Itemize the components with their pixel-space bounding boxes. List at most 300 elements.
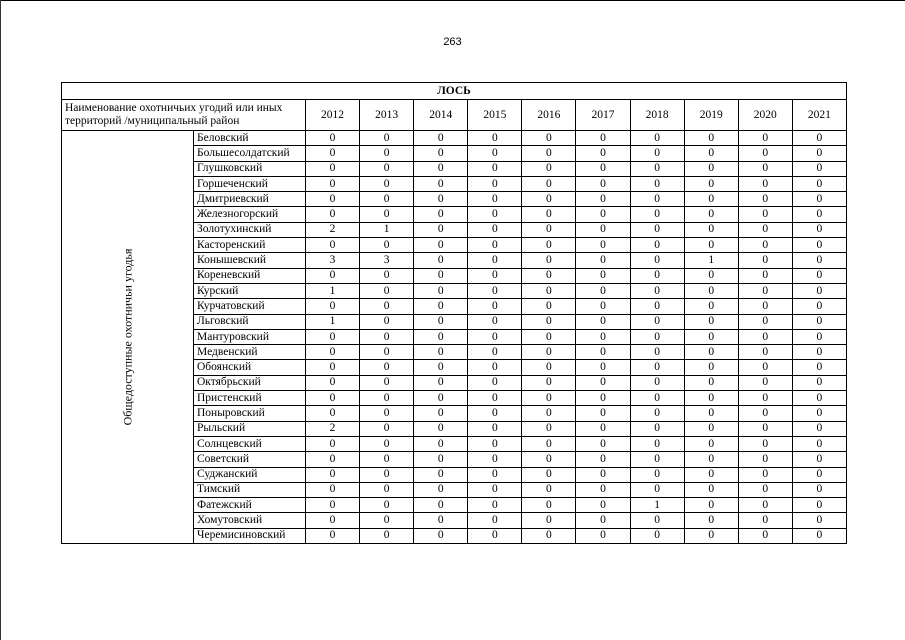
value-cell: 0 <box>684 467 738 482</box>
district-name: Поныровский <box>194 406 306 421</box>
value-cell: 0 <box>792 238 846 253</box>
value-cell: 0 <box>360 192 414 207</box>
value-cell: 0 <box>414 467 468 482</box>
value-cell: 0 <box>522 238 576 253</box>
value-cell: 0 <box>738 161 792 176</box>
value-cell: 0 <box>414 498 468 513</box>
value-cell: 0 <box>522 161 576 176</box>
value-cell: 0 <box>738 436 792 451</box>
value-cell: 0 <box>522 375 576 390</box>
value-cell: 0 <box>522 146 576 161</box>
district-name: Мантуровский <box>194 329 306 344</box>
value-cell: 0 <box>576 375 630 390</box>
table-title: ЛОСЬ <box>62 83 847 100</box>
value-cell: 0 <box>792 528 846 543</box>
value-cell: 0 <box>414 421 468 436</box>
value-cell: 0 <box>576 299 630 314</box>
value-cell: 0 <box>576 360 630 375</box>
value-cell: 3 <box>306 253 360 268</box>
value-cell: 0 <box>468 329 522 344</box>
value-cell: 0 <box>522 253 576 268</box>
value-cell: 0 <box>522 314 576 329</box>
value-cell: 0 <box>360 161 414 176</box>
value-cell: 0 <box>414 283 468 298</box>
value-cell: 0 <box>576 513 630 528</box>
value-cell: 0 <box>468 498 522 513</box>
year-header: 2014 <box>414 100 468 131</box>
value-cell: 0 <box>468 161 522 176</box>
table-row <box>62 131 847 146</box>
district-name: Курчатовский <box>194 299 306 314</box>
district-name: Солнцевский <box>194 436 306 451</box>
value-cell: 0 <box>684 360 738 375</box>
value-cell: 0 <box>414 436 468 451</box>
year-header: 2018 <box>630 100 684 131</box>
value-cell: 0 <box>522 452 576 467</box>
value-cell: 0 <box>576 222 630 237</box>
value-cell: 0 <box>738 452 792 467</box>
value-cell: 0 <box>522 436 576 451</box>
year-header: 2012 <box>306 100 360 131</box>
district-name: Дмитриевский <box>194 192 306 207</box>
value-cell: 0 <box>360 329 414 344</box>
value-cell: 0 <box>522 391 576 406</box>
value-cell: 0 <box>738 146 792 161</box>
value-cell: 0 <box>360 528 414 543</box>
value-cell: 0 <box>684 146 738 161</box>
value-cell: 0 <box>360 452 414 467</box>
value-cell: 0 <box>684 513 738 528</box>
value-cell: 0 <box>306 360 360 375</box>
value-cell: 0 <box>468 421 522 436</box>
value-cell: 0 <box>792 176 846 191</box>
value-cell: 0 <box>630 406 684 421</box>
value-cell: 0 <box>630 513 684 528</box>
value-cell: 0 <box>414 452 468 467</box>
value-cell: 0 <box>684 498 738 513</box>
value-cell: 0 <box>414 238 468 253</box>
value-cell: 0 <box>630 253 684 268</box>
value-cell: 0 <box>684 238 738 253</box>
value-cell: 0 <box>738 360 792 375</box>
value-cell: 0 <box>468 528 522 543</box>
value-cell: 0 <box>360 391 414 406</box>
value-cell: 0 <box>738 329 792 344</box>
value-cell: 0 <box>414 391 468 406</box>
value-cell: 0 <box>576 498 630 513</box>
value-cell: 0 <box>792 406 846 421</box>
year-header: 2020 <box>738 100 792 131</box>
value-cell: 0 <box>738 253 792 268</box>
value-cell: 0 <box>360 345 414 360</box>
district-name: Железногорский <box>194 207 306 222</box>
page-number: 263 <box>443 36 462 48</box>
district-name: Курский <box>194 283 306 298</box>
value-cell: 0 <box>522 528 576 543</box>
value-cell: 0 <box>576 161 630 176</box>
value-cell: 0 <box>792 375 846 390</box>
value-cell: 0 <box>630 238 684 253</box>
value-cell: 0 <box>738 238 792 253</box>
value-cell: 0 <box>576 131 630 146</box>
value-cell: 0 <box>360 283 414 298</box>
value-cell: 0 <box>468 146 522 161</box>
value-cell: 0 <box>306 452 360 467</box>
value-cell: 0 <box>630 268 684 283</box>
value-cell: 0 <box>738 391 792 406</box>
table-header-row <box>62 100 847 131</box>
value-cell: 0 <box>522 268 576 283</box>
value-cell: 0 <box>576 268 630 283</box>
value-cell: 0 <box>414 360 468 375</box>
moose-data-table <box>61 82 847 544</box>
value-cell: 0 <box>360 146 414 161</box>
value-cell: 0 <box>306 329 360 344</box>
value-cell: 0 <box>792 329 846 344</box>
value-cell: 1 <box>306 283 360 298</box>
value-cell: 0 <box>630 452 684 467</box>
value-cell: 0 <box>630 146 684 161</box>
value-cell: 0 <box>414 345 468 360</box>
value-cell: 0 <box>414 268 468 283</box>
value-cell: 0 <box>360 482 414 497</box>
value-cell: 0 <box>522 131 576 146</box>
value-cell: 0 <box>738 222 792 237</box>
value-cell: 0 <box>684 268 738 283</box>
table-body <box>62 83 847 544</box>
district-name: Беловский <box>194 131 306 146</box>
value-cell: 0 <box>522 482 576 497</box>
district-name: Тимский <box>194 482 306 497</box>
value-cell: 0 <box>522 283 576 298</box>
value-cell: 0 <box>576 528 630 543</box>
value-cell: 0 <box>792 482 846 497</box>
value-cell: 0 <box>738 176 792 191</box>
value-cell: 0 <box>738 207 792 222</box>
value-cell: 0 <box>630 207 684 222</box>
value-cell: 0 <box>306 391 360 406</box>
district-name: Фатежский <box>194 498 306 513</box>
value-cell: 0 <box>414 482 468 497</box>
year-header: 2016 <box>522 100 576 131</box>
value-cell: 0 <box>684 452 738 467</box>
value-cell: 0 <box>576 482 630 497</box>
value-cell: 0 <box>414 222 468 237</box>
value-cell: 0 <box>684 345 738 360</box>
value-cell: 0 <box>684 329 738 344</box>
value-cell: 0 <box>684 482 738 497</box>
value-cell: 0 <box>684 207 738 222</box>
district-name: Касторенский <box>194 238 306 253</box>
value-cell: 0 <box>576 283 630 298</box>
value-cell: 0 <box>684 436 738 451</box>
district-name: Горшеченский <box>194 176 306 191</box>
value-cell: 0 <box>306 161 360 176</box>
value-cell: 0 <box>468 391 522 406</box>
value-cell: 0 <box>792 207 846 222</box>
value-cell: 0 <box>468 360 522 375</box>
value-cell: 0 <box>306 238 360 253</box>
value-cell: 0 <box>306 406 360 421</box>
value-cell: 0 <box>630 131 684 146</box>
value-cell: 0 <box>738 375 792 390</box>
value-cell: 0 <box>630 375 684 390</box>
value-cell: 0 <box>522 176 576 191</box>
value-cell: 0 <box>468 436 522 451</box>
value-cell: 0 <box>468 482 522 497</box>
value-cell: 0 <box>414 513 468 528</box>
year-header: 2021 <box>792 100 846 131</box>
value-cell: 0 <box>792 131 846 146</box>
value-cell: 0 <box>468 207 522 222</box>
value-cell: 0 <box>522 222 576 237</box>
value-cell: 0 <box>468 192 522 207</box>
value-cell: 0 <box>306 176 360 191</box>
value-cell: 0 <box>792 467 846 482</box>
value-cell: 0 <box>360 436 414 451</box>
value-cell: 0 <box>684 375 738 390</box>
value-cell: 0 <box>468 238 522 253</box>
value-cell: 0 <box>792 268 846 283</box>
value-cell: 0 <box>306 467 360 482</box>
value-cell: 0 <box>792 192 846 207</box>
value-cell: 0 <box>792 299 846 314</box>
value-cell: 0 <box>576 176 630 191</box>
value-cell: 1 <box>630 498 684 513</box>
value-cell: 0 <box>468 253 522 268</box>
district-name: Конышевский <box>194 253 306 268</box>
value-cell: 0 <box>522 498 576 513</box>
value-cell: 0 <box>306 498 360 513</box>
value-cell: 0 <box>414 314 468 329</box>
value-cell: 2 <box>306 222 360 237</box>
value-cell: 0 <box>630 436 684 451</box>
value-cell: 0 <box>684 283 738 298</box>
category-cell <box>62 131 194 544</box>
value-cell: 0 <box>414 406 468 421</box>
value-cell: 0 <box>414 299 468 314</box>
district-name: Золотухинский <box>194 222 306 237</box>
value-cell: 0 <box>360 299 414 314</box>
left-border-line <box>0 0 1 640</box>
value-cell: 0 <box>630 391 684 406</box>
district-name: Медвенский <box>194 345 306 360</box>
value-cell: 0 <box>522 329 576 344</box>
value-cell: 0 <box>630 299 684 314</box>
value-cell: 0 <box>792 498 846 513</box>
value-cell: 0 <box>576 421 630 436</box>
value-cell: 0 <box>414 161 468 176</box>
value-cell: 0 <box>738 283 792 298</box>
value-cell: 0 <box>738 406 792 421</box>
value-cell: 0 <box>792 360 846 375</box>
value-cell: 0 <box>306 299 360 314</box>
value-cell: 3 <box>360 253 414 268</box>
value-cell: 0 <box>468 467 522 482</box>
year-header: 2017 <box>576 100 630 131</box>
value-cell: 0 <box>738 345 792 360</box>
value-cell: 0 <box>792 146 846 161</box>
value-cell: 0 <box>360 498 414 513</box>
value-cell: 0 <box>630 467 684 482</box>
value-cell: 0 <box>360 360 414 375</box>
value-cell: 0 <box>684 314 738 329</box>
value-cell: 0 <box>468 375 522 390</box>
year-header: 2015 <box>468 100 522 131</box>
value-cell: 0 <box>306 528 360 543</box>
value-cell: 0 <box>576 436 630 451</box>
value-cell: 0 <box>414 131 468 146</box>
value-cell: 0 <box>576 207 630 222</box>
value-cell: 0 <box>306 436 360 451</box>
category-label: Общедоступные охотничьи угодья <box>120 248 134 426</box>
value-cell: 0 <box>738 498 792 513</box>
district-name: Октябрьский <box>194 375 306 390</box>
value-cell: 0 <box>360 513 414 528</box>
value-cell: 0 <box>738 467 792 482</box>
value-cell: 0 <box>576 192 630 207</box>
value-cell: 0 <box>360 268 414 283</box>
value-cell: 0 <box>360 176 414 191</box>
value-cell: 0 <box>576 452 630 467</box>
value-cell: 0 <box>360 207 414 222</box>
district-name: Кореневский <box>194 268 306 283</box>
value-cell: 0 <box>360 238 414 253</box>
value-cell: 0 <box>306 268 360 283</box>
value-cell: 0 <box>468 268 522 283</box>
value-cell: 0 <box>468 176 522 191</box>
value-cell: 0 <box>738 314 792 329</box>
value-cell: 0 <box>306 345 360 360</box>
table-title-row <box>62 83 847 100</box>
value-cell: 0 <box>576 146 630 161</box>
value-cell: 0 <box>522 467 576 482</box>
value-cell: 0 <box>414 528 468 543</box>
value-cell: 0 <box>522 360 576 375</box>
value-cell: 0 <box>522 513 576 528</box>
district-name: Обоянский <box>194 360 306 375</box>
value-cell: 0 <box>414 329 468 344</box>
value-cell: 0 <box>306 375 360 390</box>
value-cell: 0 <box>468 452 522 467</box>
value-cell: 0 <box>630 345 684 360</box>
district-name: Хомутовский <box>194 513 306 528</box>
value-cell: 1 <box>360 222 414 237</box>
value-cell: 0 <box>414 176 468 191</box>
value-cell: 0 <box>684 421 738 436</box>
value-cell: 0 <box>414 146 468 161</box>
value-cell: 0 <box>468 513 522 528</box>
value-cell: 0 <box>792 513 846 528</box>
value-cell: 0 <box>738 268 792 283</box>
value-cell: 0 <box>306 513 360 528</box>
value-cell: 0 <box>630 329 684 344</box>
value-cell: 0 <box>738 513 792 528</box>
value-cell: 0 <box>738 421 792 436</box>
value-cell: 0 <box>576 238 630 253</box>
value-cell: 0 <box>792 436 846 451</box>
value-cell: 0 <box>630 161 684 176</box>
year-header: 2013 <box>360 100 414 131</box>
value-cell: 0 <box>414 192 468 207</box>
value-cell: 0 <box>522 421 576 436</box>
value-cell: 0 <box>306 192 360 207</box>
district-name: Советский <box>194 452 306 467</box>
value-cell: 0 <box>792 314 846 329</box>
value-cell: 1 <box>684 253 738 268</box>
value-cell: 0 <box>792 253 846 268</box>
value-cell: 0 <box>792 345 846 360</box>
value-cell: 0 <box>522 192 576 207</box>
value-cell: 0 <box>630 482 684 497</box>
value-cell: 0 <box>468 299 522 314</box>
value-cell: 0 <box>522 207 576 222</box>
value-cell: 0 <box>630 360 684 375</box>
value-cell: 1 <box>306 314 360 329</box>
value-cell: 0 <box>630 528 684 543</box>
district-name: Пристенский <box>194 391 306 406</box>
value-cell: 0 <box>738 528 792 543</box>
value-cell: 0 <box>360 375 414 390</box>
value-cell: 0 <box>792 283 846 298</box>
value-cell: 0 <box>468 131 522 146</box>
value-cell: 0 <box>576 345 630 360</box>
value-cell: 0 <box>684 161 738 176</box>
district-name: Черемисиновский <box>194 528 306 543</box>
value-cell: 0 <box>522 345 576 360</box>
value-cell: 0 <box>360 406 414 421</box>
value-cell: 0 <box>792 161 846 176</box>
value-cell: 0 <box>306 207 360 222</box>
value-cell: 0 <box>576 314 630 329</box>
value-cell: 0 <box>630 421 684 436</box>
value-cell: 0 <box>684 528 738 543</box>
value-cell: 0 <box>414 375 468 390</box>
value-cell: 0 <box>468 345 522 360</box>
value-cell: 0 <box>684 391 738 406</box>
value-cell: 0 <box>360 467 414 482</box>
value-cell: 0 <box>576 406 630 421</box>
value-cell: 0 <box>792 452 846 467</box>
value-cell: 0 <box>360 131 414 146</box>
district-name: Большесолдатский <box>194 146 306 161</box>
value-cell: 0 <box>684 131 738 146</box>
value-cell: 2 <box>306 421 360 436</box>
value-cell: 0 <box>630 176 684 191</box>
value-cell: 0 <box>738 131 792 146</box>
value-cell: 0 <box>630 283 684 298</box>
value-cell: 0 <box>468 314 522 329</box>
value-cell: 0 <box>738 482 792 497</box>
value-cell: 0 <box>468 222 522 237</box>
value-cell: 0 <box>360 314 414 329</box>
value-cell: 0 <box>414 207 468 222</box>
value-cell: 0 <box>738 299 792 314</box>
top-border-line <box>0 0 905 1</box>
value-cell: 0 <box>522 299 576 314</box>
district-name: Глушковский <box>194 161 306 176</box>
value-cell: 0 <box>630 192 684 207</box>
value-cell: 0 <box>522 406 576 421</box>
value-cell: 0 <box>306 146 360 161</box>
value-cell: 0 <box>792 222 846 237</box>
district-name: Льговский <box>194 314 306 329</box>
district-name: Суджанский <box>194 467 306 482</box>
value-cell: 0 <box>684 299 738 314</box>
name-column-header: Наименование охотничьих угодий или иных территорий /муниципальный район <box>62 100 306 131</box>
value-cell: 0 <box>576 329 630 344</box>
value-cell: 0 <box>630 222 684 237</box>
